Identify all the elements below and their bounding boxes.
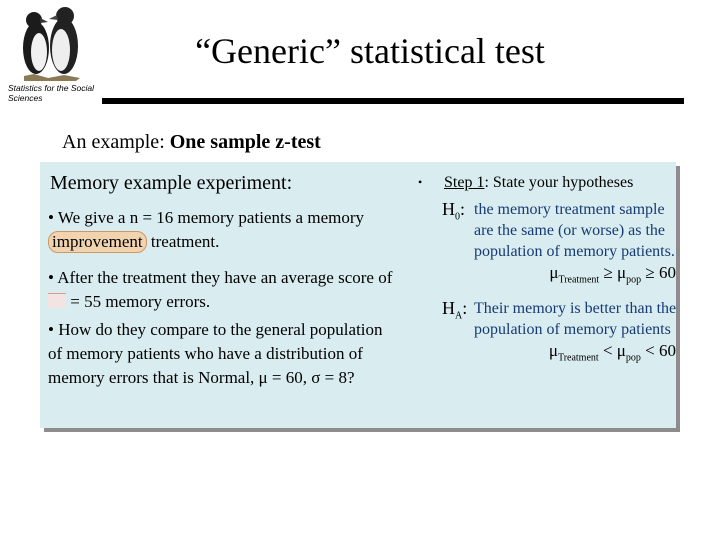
sample-mean-symbol [48,293,66,308]
ha-text: Their memory is better than the population of memory patients [474,300,677,339]
bullet-average [48,266,400,314]
ha-text-block [474,298,678,368]
title-rule [102,98,684,104]
h0-mu-pop: μ [617,263,627,282]
h0-sub-pop: pop [626,274,642,286]
h0-subscript: 0 [455,211,460,223]
ha-bound: < 60 [645,341,676,361]
step-bullet: • [418,175,423,189]
h0-letter: H [442,199,455,219]
step-label: Step 1 [444,174,485,191]
step-text: : State your hypotheses [484,174,634,191]
ha-mu-pop: μ [616,341,626,361]
hypotheses-column [418,172,678,369]
h0-mu-treatment: μ [549,263,559,282]
h0-sub-treatment: Treatment [558,274,600,286]
ha-subscript: A [455,310,463,322]
h0-symbol: $H_0$: [442,199,466,223]
bullet-treatment-text: • We give a n = 16 memory patients a memory [48,208,365,227]
slide-title: “Generic” statistical test [195,31,545,71]
ha-mu-treatment: μ [548,341,558,361]
step-1 [418,172,678,193]
h0-text: the memory treatment sample are the same (or worse) as the population of memory patients. [474,201,675,260]
example-test-name: One sample z-test [169,131,321,153]
h0-operator: ≥ [603,263,613,282]
content-panel [40,162,676,428]
experiment-column [48,170,400,390]
ha-symbol: $H_A$: [442,298,468,322]
example-heading [62,129,321,155]
bullet-question: • How do they compare to the general population of memory patients who have a distribution of memory errors that is Normal, μ = 60, σ = 8? [48,320,383,387]
ha-sub-treatment: Treatment [557,352,599,364]
bullet-treatment-end: treatment. [146,232,220,251]
experiment-heading: Memory example experiment: [50,172,293,194]
logo-caption: Statistics for the Social Sciences [8,83,94,103]
bullet-average-end: = 55 memory errors. [66,292,211,311]
bullet-treatment [48,206,400,254]
ha-condition [474,340,676,368]
h0-condition [474,262,676,290]
ha-letter: H [442,298,455,319]
h0-bound: ≥ 60 [645,263,676,282]
highlighted-word: improvement [48,231,147,253]
alternative-hypothesis [418,298,678,368]
example-prefix: An example: [62,131,170,153]
h0-text-block [474,199,678,290]
bullet-average-text: • After the treatment they have an average score of [48,268,393,287]
ha-operator: < [602,341,613,361]
null-hypothesis [418,199,678,290]
ha-sub-pop: pop [625,352,641,364]
